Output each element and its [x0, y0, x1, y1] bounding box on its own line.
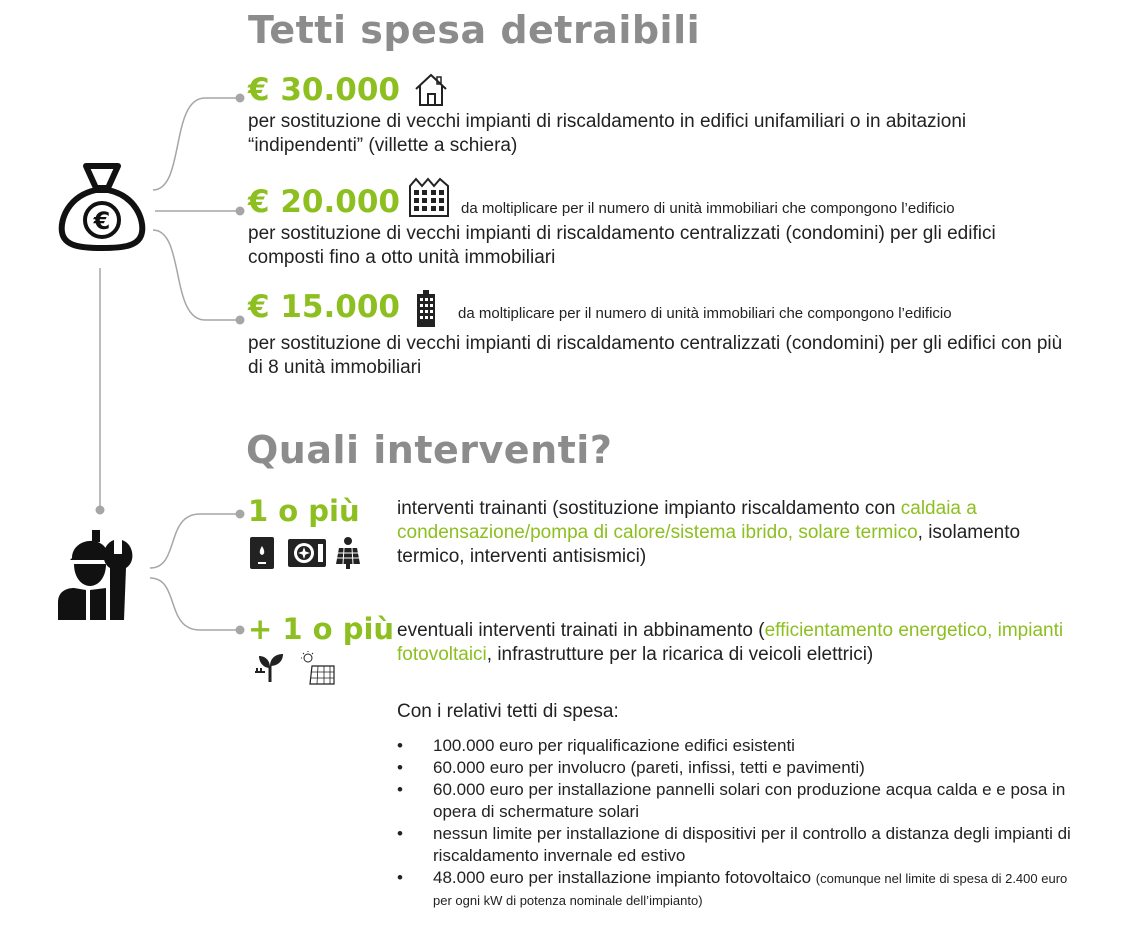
desc-15000: per sostituzione di vecchi impianti di riscaldamento centralizzati (condomini) per gli edifici con più di 8 unità immobiliari: [248, 333, 1063, 378]
section-title-interventi: Quali interventi?: [246, 428, 613, 472]
list-item: • nessun limite per installazione di dispositivi per il controllo a distanza degli impianti di riscaldamento invernale ed estivo: [397, 823, 1077, 867]
text-highlight: efficientamento energetico, impianti fotovoltaici: [397, 620, 1064, 665]
label-piu-1-o-piu: [248, 612, 394, 646]
list-item: [397, 867, 1077, 911]
amount-20000: € 20.000: [248, 184, 400, 220]
boiler-icon: [249, 536, 275, 570]
text-interventi-trainanti: [397, 497, 1087, 569]
last-bullet-text: 48.000 euro per installazione impianto fotovoltaico: [433, 868, 812, 887]
svg-text:€: €: [93, 207, 111, 235]
heat-pump-icon: [287, 538, 327, 568]
text-a: interventi trainanti (sostituzione impianto riscaldamento con: [397, 498, 901, 519]
worker-icon: [52, 528, 144, 622]
note-15000: da moltiplicare per il numero di unità immobiliari che compongono l’edificio: [458, 305, 952, 322]
tetti-bullet-list: [397, 735, 1077, 911]
text-highlight: caldaia a condensazione/pompa di calore/sistema ibrido, solare termico: [397, 498, 977, 543]
money-bag-icon: [56, 160, 148, 252]
list-item: • 60.000 euro per involucro (pareti, infissi, tetti e pavimenti): [397, 757, 1077, 779]
apartment-building-icon: [408, 176, 450, 218]
tetti-intro: Con i relativi tetti di spesa:: [397, 701, 619, 722]
last-bullet-note: (comunque nel limite di spesa di 2.400 euro per ogni kW di potenza nominale dell’impianto): [433, 871, 1068, 908]
solar-panel-icon: [300, 650, 336, 686]
text-b: , isolamento termico, interventi antisismici): [397, 522, 1021, 567]
label-piu-1-o-piu-text: + 1 o più: [248, 612, 395, 646]
section-title-tetti: Tetti spesa detraibili: [248, 8, 701, 52]
amount-15000: € 15.000: [248, 289, 400, 325]
label-1-o-piu: 1 o più: [248, 494, 360, 528]
desc-30000: per sostituzione di vecchi impianti di riscaldamento in edifici unifamiliari o in abitazioni “indipendenti” (villette a schiera): [248, 111, 967, 156]
sprout-plug-icon: [253, 650, 287, 684]
list-item: • 60.000 euro per installazione pannelli solari con produzione acqua calda e e posa in opera di schermature solari: [397, 779, 1077, 823]
amount-30000: € 30.000: [248, 72, 400, 108]
desc-20000: per sostituzione di vecchi impianti di riscaldamento centralizzati (condomini) per gli edifici composti fino a otto unità immobiliari: [248, 223, 996, 268]
text-a: eventuali interventi trainati in abbinamento (: [397, 620, 765, 641]
text-interventi-trainati: [397, 619, 1087, 667]
text-b: , infrastrutture per la ricarica di veicoli elettrici): [486, 644, 874, 665]
note-20000: da moltiplicare per il numero di unità immobiliari che compongono l’edificio: [461, 200, 955, 217]
solar-thermal-icon: [335, 536, 361, 570]
list-item: • 100.000 euro per riqualificazione edifici esistenti: [397, 735, 1077, 757]
house-icon: [413, 72, 449, 108]
tower-building-icon: [414, 290, 438, 328]
